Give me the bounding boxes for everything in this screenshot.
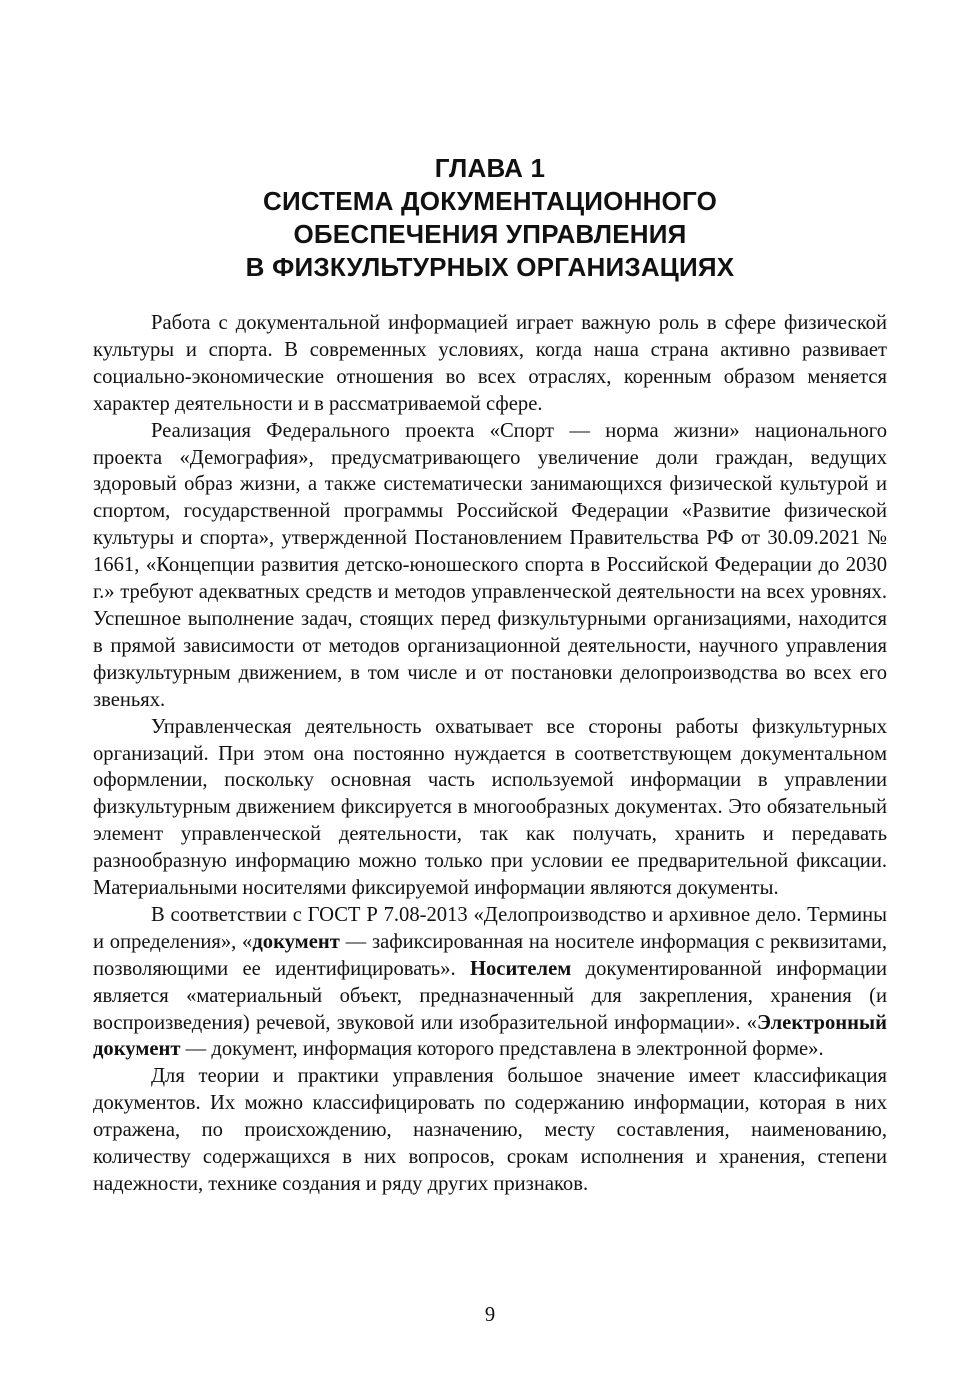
- paragraph-federal-project: Реализация Федерального проекта «Спорт — норма жизни» национального проекта «Демография», предусматривающего увеличение доли граждан, ведущих здоровый образ жизни, а также систематически занимающихся физической культурой и спортом, государственной программы Российской Федерации «Развитие физической культуры и спорта», утвержденной Постановлением Правительства РФ от 30.09.2021 № 1661, «Концепции развития детско-юношеского спорта в Российской Федерации до 2030 г.» требуют адекватных средств и методов управленческой деятельности на всех уровнях. Успешное выполнение задач, стоящих перед физкультурными организациями, находится в прямой зависимости от методов организационной деятельности, научного управления физкультурным движением, в том числе и от постановки делопроизводства во всех его звеньях.: [93, 419, 887, 711]
- paragraph-intro: Работа с документальной информацией играет важную роль в сфере физической культуры и спорта. В современных условиях, когда наша страна активно развивает социально-экономические отношения во всех отраслях, коренным образом меняется характер деятельности и в рассматриваемой сфере.: [93, 312, 887, 415]
- paragraph-management-activity: Управленческая деятельность охватывает все стороны работы физкультурных организаций. При этом она постоянно нуждается в соответствующем документальном оформлении, поскольку основная часть используемой информации в управлении физкультурным движением фиксируется в многообразных документах. Это обязательный элемент управленческой деятельности, так как получать, хранить и передавать разнообразную информацию можно только при условии ее предварительной фиксации. Материальными носителями фиксируемой информации являются документы.: [93, 715, 887, 900]
- paragraph-gost-definitions: [93, 902, 887, 1063]
- term-document: документ: [252, 930, 340, 953]
- gost-text: — документ, информация которого представлена в электронной форме».: [180, 1038, 824, 1061]
- term-electronic-document: Электронный документ: [93, 1011, 887, 1061]
- chapter-title-line: ОБЕСПЕЧЕНИЯ УПРАВЛЕНИЯ: [293, 219, 687, 249]
- chapter-title-line: СИСТЕМА ДОКУМЕНТАЦИОННОГО: [262, 186, 717, 216]
- term-carrier: Носителем: [469, 957, 572, 980]
- page-number: 9: [484, 1304, 496, 1326]
- body-text: [93, 310, 887, 1198]
- gost-text: документированной информации является «материальный объект, предназначенный для закрепления, хранения (и воспроизведения) речевой, звуковой или изобразительной информации». «: [93, 957, 887, 1034]
- paragraph-classification: Для теории и практики управления большое значение имеет классификация документов. Их можно классифицировать по содержанию информации, которая в них отражена, по происхождению, назначению, месту составления, наименованию, количеству содержащихся в них вопросов, срокам исполнения и хранения, степени надежности, технике создания и ряду других признаков.: [93, 1065, 887, 1195]
- gost-text: — зафиксированная на носителе информация с реквизитами, позволяющими ее идентифицировать».: [93, 930, 887, 980]
- chapter-heading: [92, 152, 888, 284]
- chapter-title-line: В ФИЗКУЛЬТУРНЫХ ОРГАНИЗАЦИЯХ: [245, 252, 735, 282]
- chapter-label: ГЛАВА 1: [434, 153, 546, 183]
- gost-text: В соответствии с ГОСТ Р 7.08-2013 «Делопроизводство и архивное дело. Термины и определения», «: [93, 903, 887, 953]
